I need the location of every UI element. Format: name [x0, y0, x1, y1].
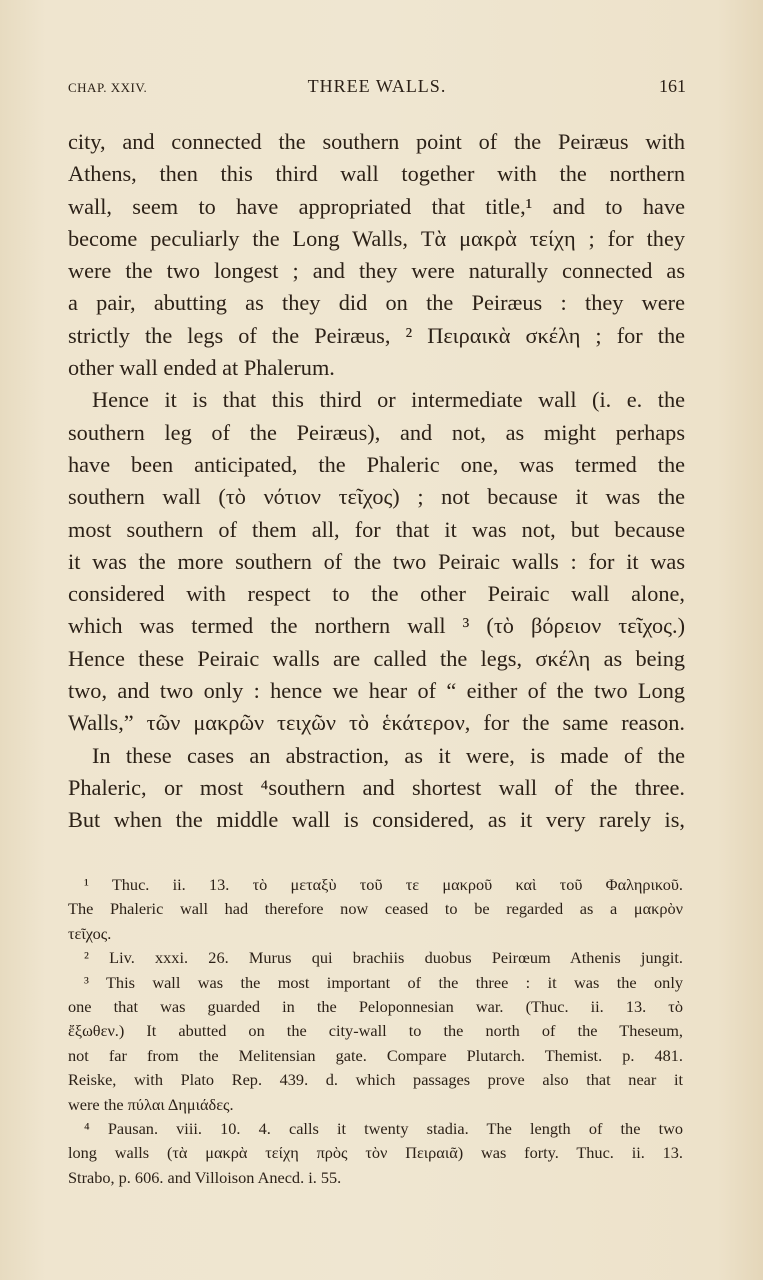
text-line: become peculiarly the Long Walls, Τὰ μακρὰ τείχη ; for they: [68, 225, 685, 251]
text-line: southern leg of the Peiræus), and not, as might perhaps: [68, 419, 685, 445]
text-line: wall, seem to have appropriated that title,¹ and to have: [68, 193, 685, 219]
footnote-line: ² Liv. xxxi. 26. Murus qui brachiis duobus Peirœum Athenis jungit.: [84, 948, 683, 968]
text-line: Athens, then this third wall together with the northern: [68, 161, 685, 187]
page-title: THREE WALLS.: [307, 76, 447, 96]
running-head: [68, 76, 686, 100]
footnote-line: The Phaleric wall had therefore now ceased to be regarded as a μακρὸν: [68, 899, 683, 919]
text-line: In these cases an abstraction, as it were, is made of the: [92, 742, 685, 768]
text-line: which was termed the northern wall ³ (τὸ βόρειον τεῖχος.): [68, 613, 685, 639]
text-line: Hence these Peiraic walls are called the legs, σκέλη as being: [68, 645, 685, 671]
page-number: 161: [659, 76, 686, 96]
footnote-line: not far from the Melitensian gate. Compare Plutarch. Themist. p. 481.: [68, 1045, 683, 1065]
text-line: considered with respect to the other Peiraic wall alone,: [68, 581, 685, 607]
text-line: a pair, abutting as they did on the Peiræus : they were: [68, 290, 685, 316]
footnote-line: long walls (τὰ μακρὰ τείχη πρὸς τὸν Πειραιᾶ) was forty. Thuc. ii. 13.: [68, 1143, 683, 1163]
text-line: city, and connected the southern point of the Peiræus with: [68, 129, 685, 154]
text-line: But when the middle wall is considered, as it very rarely is,: [68, 807, 685, 833]
text-line: Hence it is that this third or intermediate wall (i. e. the: [92, 387, 685, 413]
chapter-label: CHAP. XXIV.: [68, 80, 148, 95]
footnote-line: ⁴ Pausan. viii. 10. 4. calls it twenty stadia. The length of the two: [84, 1118, 683, 1138]
text-line: most southern of them all, for that it was not, but because: [68, 516, 685, 542]
text-line: strictly the legs of the Peiræus, ² Πειραικὰ σκέλη ; for the: [68, 322, 685, 348]
text-line: other wall ended at Phalerum.: [68, 355, 335, 381]
text-line: two, and two only : hence we hear of “ either of the two Long: [68, 678, 685, 704]
text-line: it was the more southern of the two Peiraic walls : for it was: [68, 548, 685, 574]
footnotes: [68, 873, 683, 1190]
footnote-line: ³ This wall was the most important of the three : it was the only: [84, 972, 683, 992]
text-line: southern wall (τὸ νότιον τεῖχος) ; not because it was the: [68, 484, 685, 510]
text-line: Walls,” τῶν μακρῶν τειχῶν τὸ ἑκάτερον, for the same reason.: [68, 710, 685, 736]
footnote-line: ἔξωθεν.) It abutted on the city-wall to the north of the Theseum,: [68, 1021, 683, 1041]
footnote-line: one that was guarded in the Peloponnesian war. (Thuc. ii. 13. τὸ: [68, 996, 683, 1016]
text-line: Phaleric, or most ⁴southern and shortest wall of the three.: [68, 774, 685, 800]
footnote-line: τεῖχος.: [68, 923, 112, 943]
footnote-line: ¹ Thuc. ii. 13. τὸ μεταξὺ τοῦ τε μακροῦ καὶ τοῦ Φαληρικοῦ.: [84, 875, 683, 894]
footnote-line: Strabo, p. 606. and Villoison Anecd. i. 55.: [68, 1167, 342, 1187]
footnote-line: Reiske, with Plato Rep. 439. d. which passages prove also that near it: [68, 1070, 683, 1090]
body-text: [68, 126, 685, 837]
text-line: were the two longest ; and they were naturally connected as: [68, 258, 685, 284]
footnote-line: were the πύλαι Δημιάδες.: [68, 1094, 234, 1114]
text-line: have been anticipated, the Phaleric one, was termed the: [68, 451, 685, 477]
